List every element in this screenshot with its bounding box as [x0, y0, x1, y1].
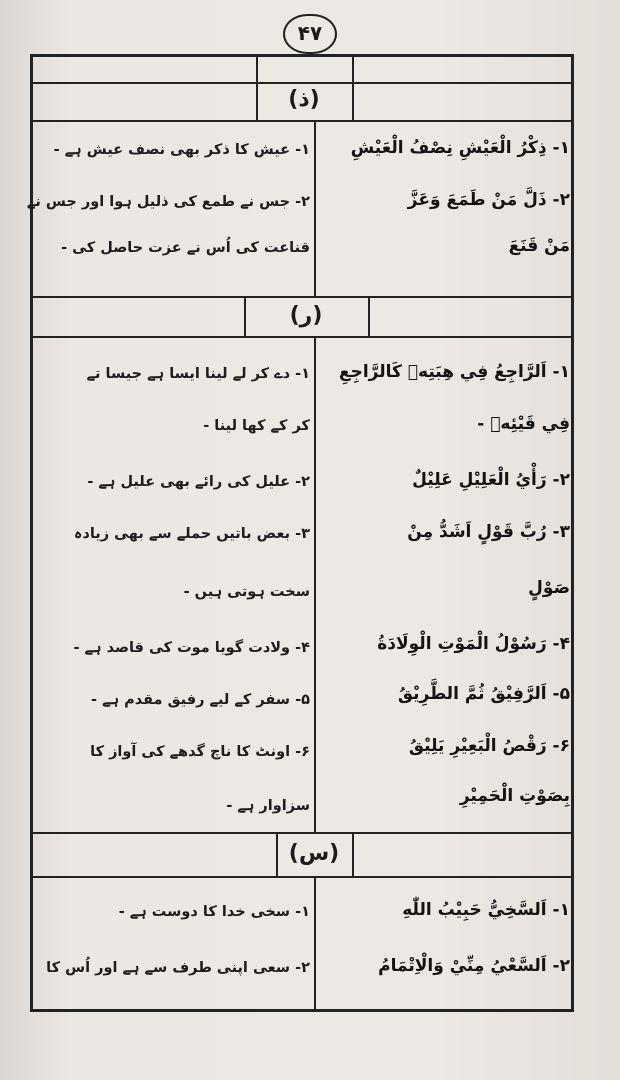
arabic-line: ۱- ذِكْرُ الْعَيْشِ نِصْفُ الْعَيْشِ [350, 138, 570, 158]
urdu-line: کر کے کھا لینا - [203, 418, 310, 434]
urdu-column [36, 886, 310, 1006]
arabic-line: ۱- اَلرَّاجِعُ فِي هِبَتِهٖ كَالرَّاجِعِ [338, 362, 570, 382]
divider [368, 296, 370, 336]
urdu-line: ۱- سخی خدا کا دوست ہے - [118, 904, 310, 920]
arabic-line: فِي قَيْئِهٖ - [477, 414, 570, 434]
arabic-line: ۴- رَسُوْلُ الْمَوْتِ الْوِلَادَةُ [377, 634, 570, 654]
urdu-line: سزاوار ہے - [226, 798, 310, 814]
divider [352, 56, 354, 120]
arabic-line: صَوْلٍ [528, 578, 570, 598]
arabic-line: مَنْ قَنَعَ [508, 236, 570, 256]
arabic-line: ۲- رَأْيُ الْعَلِيْلِ عَلِيْلٌ [412, 470, 570, 490]
arabic-line: ۱- اَلسَّخِيُّ حَبِيْبُ اللّٰهِ [402, 900, 570, 920]
divider [30, 832, 574, 834]
arabic-line: ۲- ذَلَّ مَنْ طَمَعَ وَعَزَّ [407, 190, 570, 210]
divider [352, 832, 354, 876]
divider [30, 876, 574, 878]
urdu-line: ۲- علیل کی رائے بھی علیل ہے - [87, 474, 310, 490]
urdu-line: ۱- دے کر لے لینا ایسا ہے جیسا تے [86, 366, 310, 382]
urdu-line: ۲- جس نے طمع کی ذلیل ہوا اور جس نے [26, 194, 310, 210]
urdu-line: ۳- بعض باتیں حملے سے بھی زیادہ [73, 526, 310, 542]
arabic-column [318, 346, 570, 826]
urdu-line: ۵- سفر کے لیے رفیق مقدم ہے - [91, 692, 310, 708]
section-letter-seen: (س) [288, 841, 340, 866]
arabic-line: ۵- اَلرَّفِيْقُ ثُمَّ الطَّرِيْقُ [397, 684, 570, 704]
urdu-column [26, 130, 310, 290]
divider [30, 336, 574, 338]
urdu-line: ۴- ولادت گویا موت کی قاصد ہے - [73, 640, 310, 656]
urdu-line: قناعت کی اُس نے عزت حاصل کی - [61, 240, 310, 256]
column-divider [314, 876, 316, 1010]
column-divider [314, 336, 316, 832]
arabic-line: ۶- رَقْصُ الْبَعِيْرِ يَلِيْقُ [408, 736, 570, 756]
section-letter-ra: (ر) [289, 303, 323, 328]
arabic-column [318, 886, 570, 1006]
divider [30, 120, 574, 122]
section-letter-zal: (ذ) [288, 87, 320, 112]
column-divider [314, 120, 316, 296]
urdu-line: ۶- اونٹ کا ناچ گدھے کی آواز کا [90, 744, 310, 760]
urdu-line: ۲- سعی اپنی طرف سے ہے اور اُس کا [46, 960, 310, 976]
arabic-line: بِصَوْتِ الْحَمِيْرِ [459, 786, 570, 806]
page-number: ۴۷ [283, 14, 337, 54]
urdu-line: ۱- عیش کا ذکر بھی نصف عیش ہے - [53, 142, 310, 158]
arabic-line: ۳- رُبَّ قَوْلٍ اَشَدُّ مِنْ [407, 522, 570, 542]
urdu-column [36, 346, 310, 826]
urdu-line: سخت ہوتی ہیں - [183, 584, 310, 600]
arabic-line: ۲- اَلسَّعْيُ مِنِّيْ وَالْاِتْمَامُ [378, 956, 570, 976]
arabic-column [318, 130, 570, 290]
